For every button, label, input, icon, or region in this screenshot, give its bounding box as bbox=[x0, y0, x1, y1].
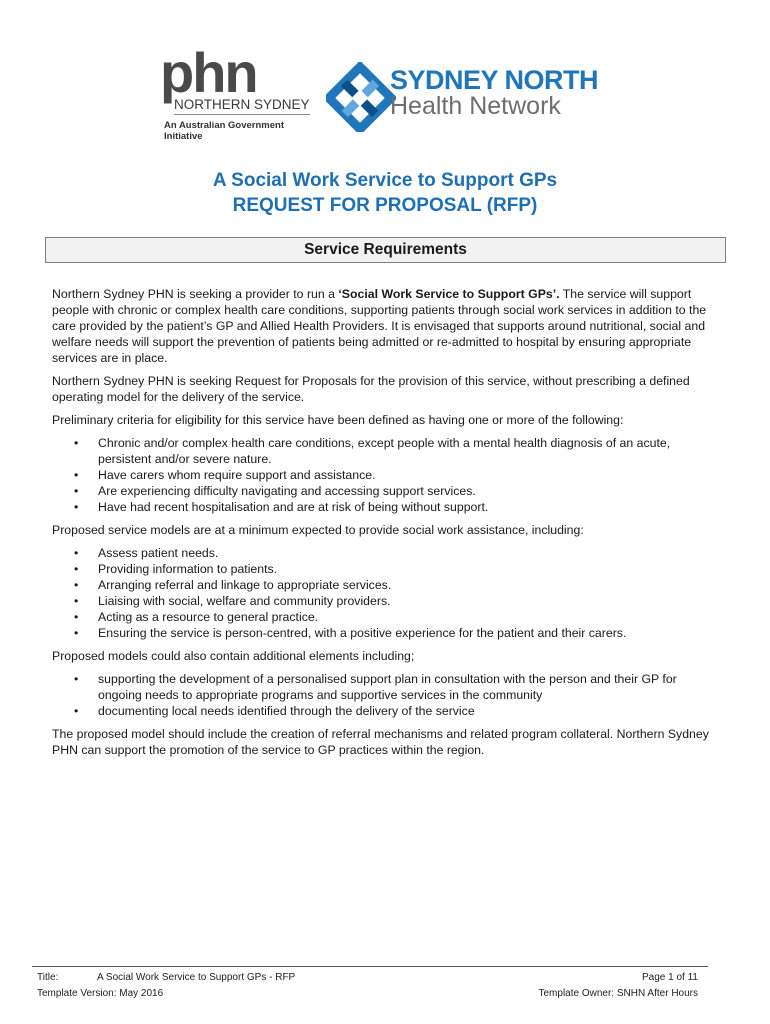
snhn-name-line2: Health Network bbox=[390, 92, 561, 120]
list-item bbox=[52, 703, 712, 719]
list-item-text: Arranging referral and linkage to appropriate services. bbox=[98, 578, 392, 592]
footer-divider bbox=[32, 966, 708, 967]
list-item bbox=[52, 467, 712, 483]
intro-paragraph bbox=[52, 286, 712, 366]
list-item-text: Have carers whom require support and assistance. bbox=[98, 468, 376, 482]
section-heading: Service Requirements bbox=[304, 241, 467, 258]
list-item-text: Have had recent hospitalisation and are at risk of being without support. bbox=[98, 500, 489, 514]
closing-paragraph: The proposed model should include the creation of referral mechanisms and related program collateral. Northern Sydney PHN can support the promotion of the service to GP practices within the region. bbox=[52, 727, 709, 757]
phn-divider bbox=[174, 114, 310, 115]
list-item-text: Assess patient needs. bbox=[98, 546, 219, 560]
list-item bbox=[52, 483, 712, 499]
phn-tagline: An Australian Government Initiative bbox=[164, 120, 285, 142]
snhn-logo bbox=[326, 62, 616, 132]
assistance-intro: Proposed service models are at a minimum expected to provide social work assistance, including: bbox=[52, 523, 584, 537]
list-item bbox=[52, 671, 712, 703]
footer-title-label: Title: bbox=[37, 972, 59, 983]
list-item bbox=[52, 499, 712, 515]
list-item-text: documenting local needs identified through the delivery of the service bbox=[98, 704, 475, 718]
phn-wordmark: phn bbox=[160, 41, 257, 104]
criteria-intro: Preliminary criteria for eligibility for this service have been defined as having one or more of the following: bbox=[52, 413, 624, 427]
list-item-text: Liaising with social, welfare and community providers. bbox=[98, 594, 391, 608]
intro-service-name: ‘Social Work Service to Support GPs’. bbox=[338, 287, 560, 301]
bullet-icon: • bbox=[74, 468, 79, 482]
bullet-icon: • bbox=[74, 500, 79, 514]
section-header bbox=[45, 237, 726, 263]
snhn-knot-icon bbox=[326, 62, 396, 132]
bullet-icon: • bbox=[74, 626, 79, 640]
criteria-list bbox=[52, 435, 712, 515]
list-item bbox=[52, 435, 712, 467]
list-item-text: Chronic and/or complex health care conditions, except people with a mental health diagnosis of an acute, persistent and/or severe nature. bbox=[98, 436, 671, 466]
bullet-icon: • bbox=[74, 562, 79, 576]
bullet-icon: • bbox=[74, 594, 79, 608]
list-item bbox=[52, 561, 712, 577]
list-item-text: Are experiencing difficulty navigating and accessing support services. bbox=[98, 484, 476, 498]
bullet-icon: • bbox=[74, 704, 79, 718]
assistance-list bbox=[52, 545, 712, 641]
footer-template-version: Template Version: May 2016 bbox=[37, 988, 164, 999]
list-item-text: Ensuring the service is person-centred, with a positive experience for the patient and their carers. bbox=[98, 626, 627, 640]
additional-intro: Proposed models could also contain additional elements including; bbox=[52, 649, 415, 663]
document-body bbox=[52, 286, 712, 765]
list-item bbox=[52, 593, 712, 609]
list-item bbox=[52, 577, 712, 593]
footer-title-value: A Social Work Service to Support GPs - RFP bbox=[97, 972, 296, 983]
bullet-icon: • bbox=[74, 578, 79, 592]
bullet-icon: • bbox=[74, 484, 79, 498]
phn-region: NORTHERN SYDNEY bbox=[174, 97, 310, 112]
footer-page-number: Page 1 of 11 bbox=[642, 972, 698, 983]
list-item bbox=[52, 625, 712, 641]
list-item-text: Providing information to patients. bbox=[98, 562, 278, 576]
footer-template-owner: Template Owner: SNHN After Hours bbox=[538, 988, 698, 999]
list-item bbox=[52, 545, 712, 561]
phn-logo bbox=[160, 41, 320, 142]
bullet-icon: • bbox=[74, 610, 79, 624]
list-item-text: Acting as a resource to general practice. bbox=[98, 610, 319, 624]
intro-text-end: The service will support people with chronic or complex health care conditions, supporting patients through social work services in addition to the care provided by the patient’s GP and Allied Health Providers. It is envisaged that supports around nutritional, social and welfare needs will support the prevention of patients being admitted or re-admitted to hospital by ensuring appropriate services are in place. bbox=[52, 287, 707, 365]
snhn-name-line1: SYDNEY NORTH bbox=[390, 65, 599, 95]
rfp-paragraph: Northern Sydney PHN is seeking Request for Proposals for the provision of this service, without prescribing a defined operating model for the delivery of the service. bbox=[52, 374, 690, 404]
list-item-text: supporting the development of a personalised support plan in consultation with the person and their GP for ongoing needs to appropriate programs and supportive services in the community bbox=[98, 672, 677, 702]
intro-text-start: Northern Sydney PHN is seeking a provider to run a bbox=[52, 287, 339, 301]
bullet-icon: • bbox=[74, 436, 79, 450]
document-title: A Social Work Service to Support GPs bbox=[212, 170, 558, 191]
document-subtitle: REQUEST FOR PROPOSAL (RFP) bbox=[232, 195, 538, 216]
additional-list bbox=[52, 671, 712, 719]
header-logos bbox=[0, 0, 770, 150]
bullet-icon: • bbox=[74, 546, 79, 560]
bullet-icon: • bbox=[74, 672, 79, 686]
list-item bbox=[52, 609, 712, 625]
